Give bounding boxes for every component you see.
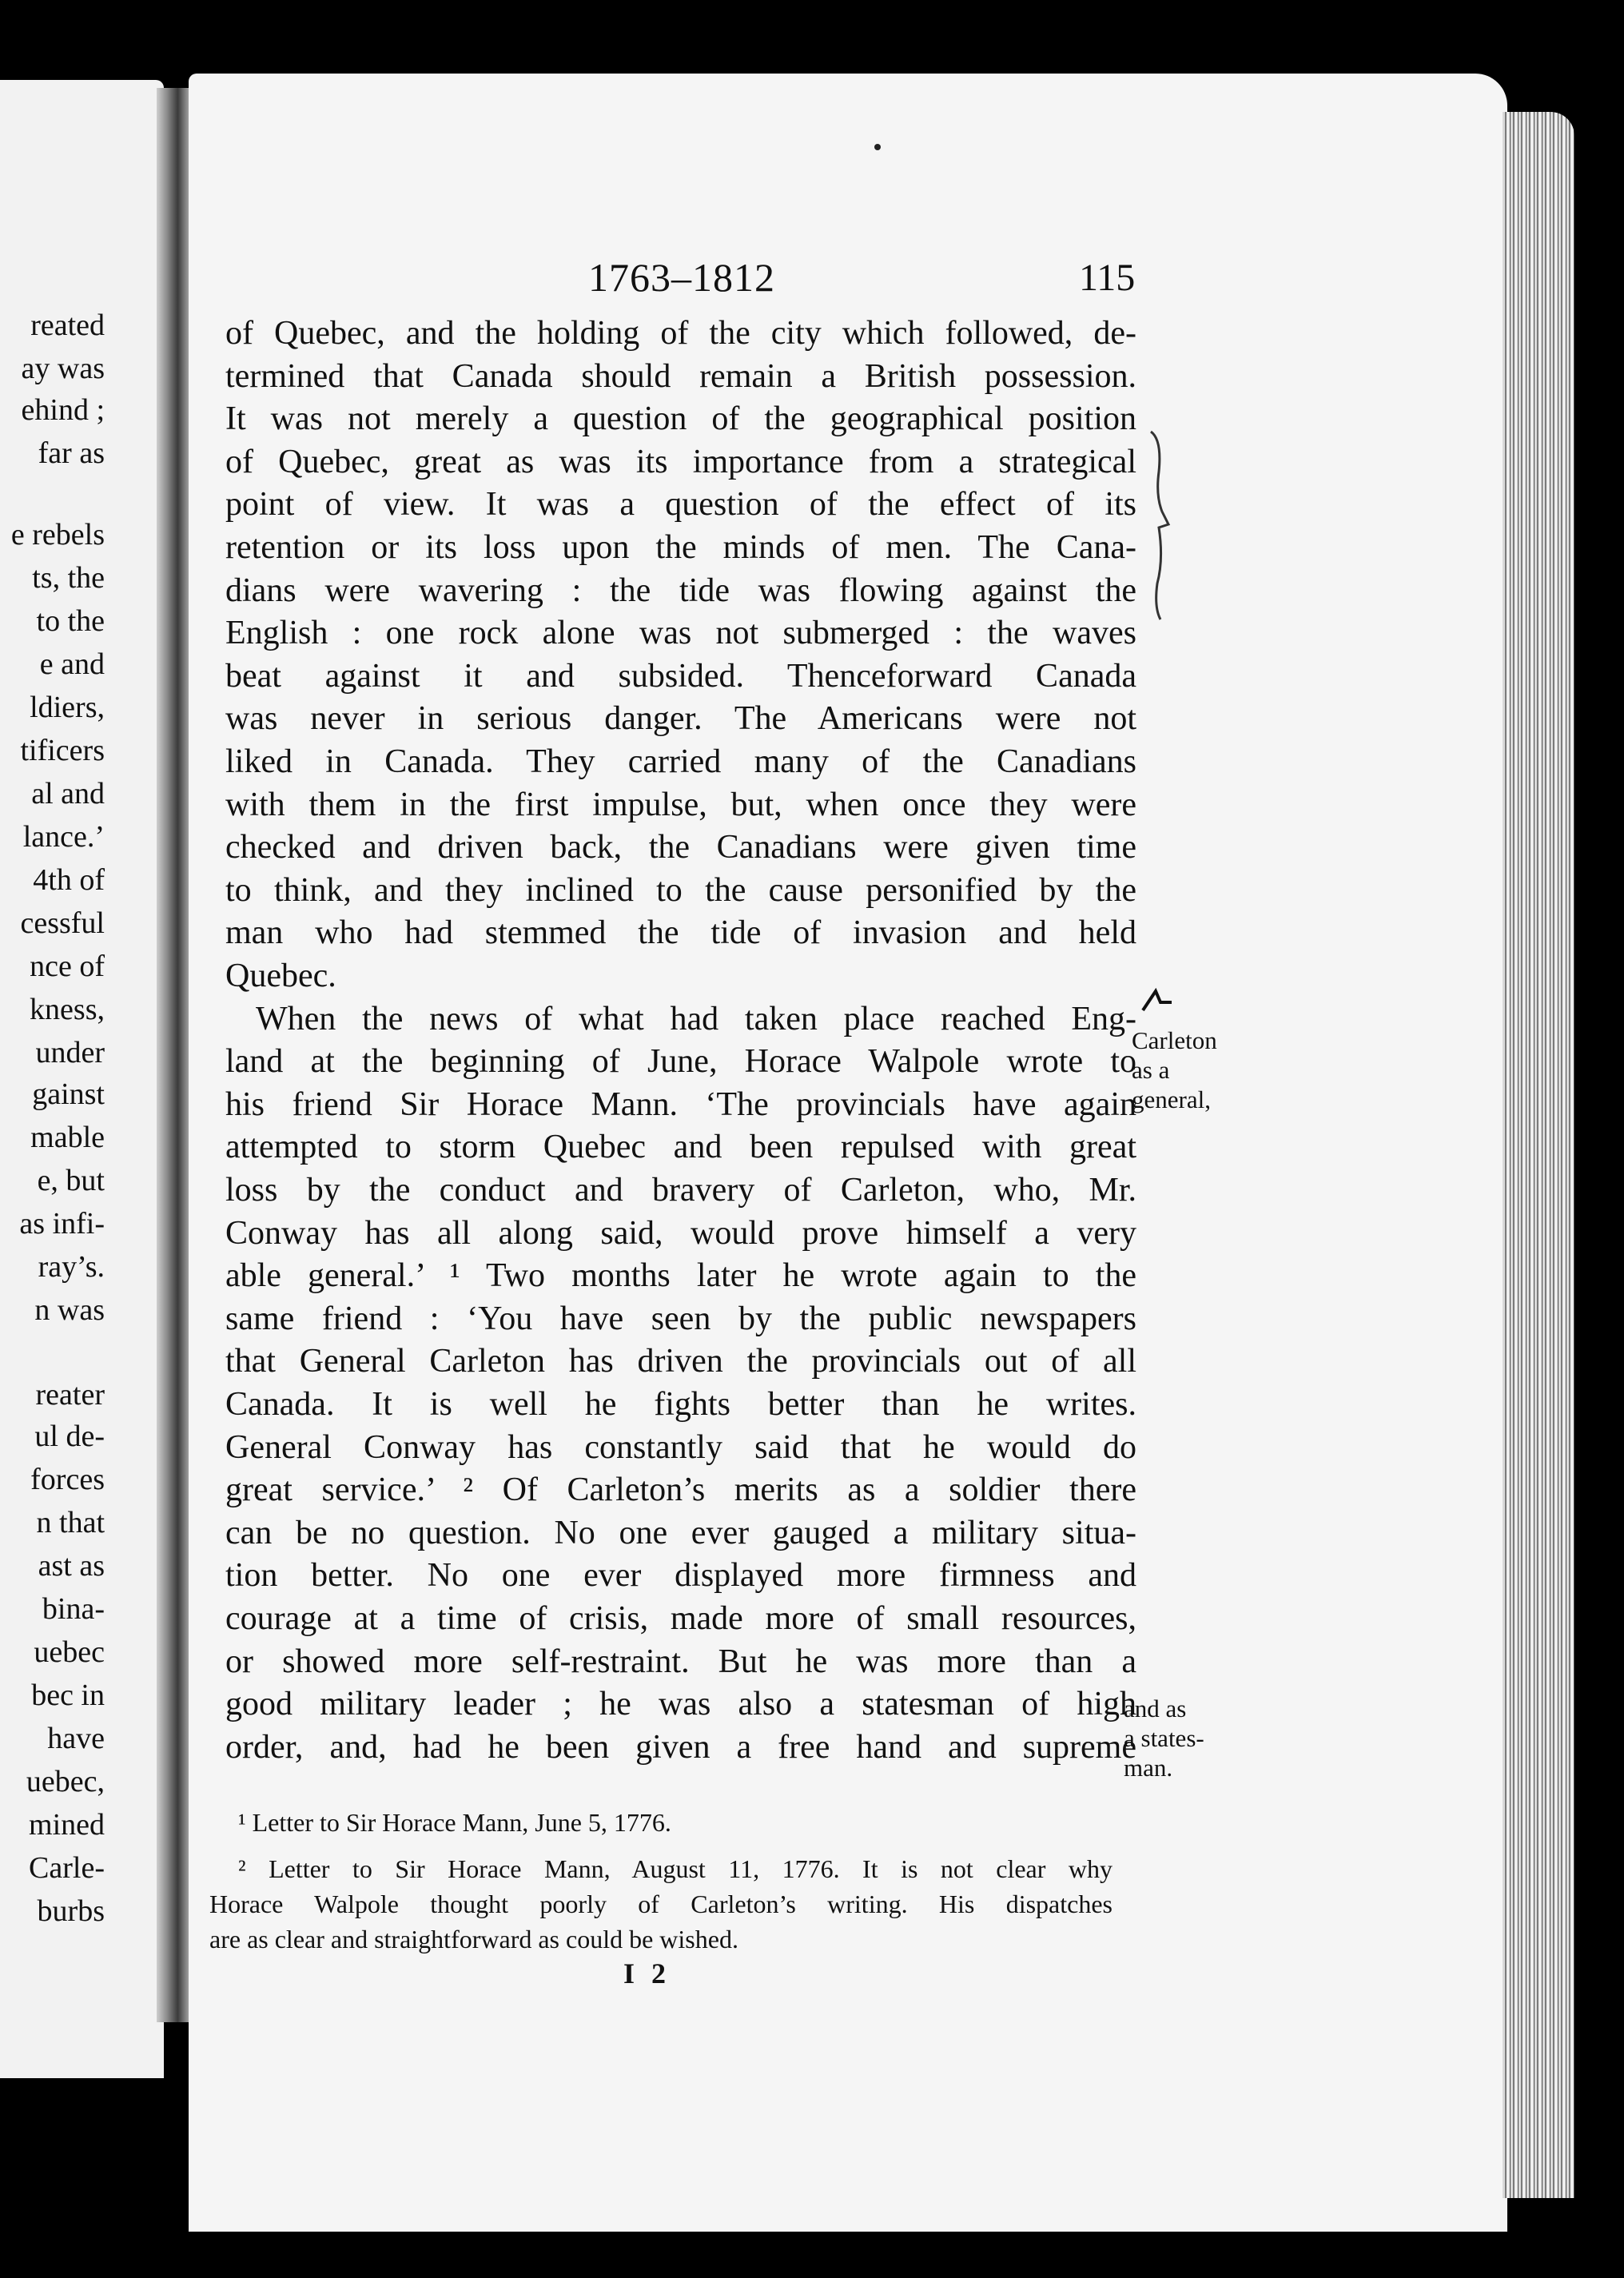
body-line: It was not merely a question of the geographical position [225, 402, 1136, 438]
left-page-line: e, but [37, 1164, 105, 1197]
ink-speck [874, 144, 881, 150]
pencil-bracket-mark [1148, 424, 1172, 623]
left-page-line: uebec [34, 1635, 105, 1669]
left-page-line: kness, [30, 993, 105, 1026]
margin-note-carleton-general [1132, 1028, 1217, 1117]
body-line: order, and, had he been given a free hand and supreme [225, 1730, 1136, 1766]
footnote-line: ¹ Letter to Sir Horace Mann, June 5, 1776. [238, 1808, 671, 1837]
body-line: great service.’ ² Of Carleton’s merits as a soldier there [225, 1473, 1136, 1509]
body-line: man who had stemmed the tide of invasion and held [225, 916, 1136, 952]
left-page-line: far as [38, 436, 105, 470]
left-page-line: reater [35, 1378, 105, 1412]
body-line: land at the beginning of June, Horace Walpole wrote to [225, 1045, 1136, 1081]
left-page-line: ts, the [32, 561, 105, 595]
body-line: same friend : ‘You have seen by the public newspapers [225, 1301, 1136, 1337]
body-line: point of view. It was a question of the effect of its [225, 488, 1136, 524]
body-line: of Quebec, great as was its importance from a strategical [225, 444, 1136, 480]
body-line: loss by the conduct and bravery of Carleton, who, Mr. [225, 1173, 1136, 1209]
left-page-line: bec in [31, 1679, 105, 1712]
body-line: Conway has all along said, would prove himself a very [225, 1216, 1136, 1252]
body-line: tion better. No one ever displayed more firmness and [225, 1559, 1136, 1595]
body-line: retention or its loss upon the minds of men. The Cana- [225, 531, 1136, 566]
left-page-line: to the [36, 604, 105, 638]
left-page-line: Carle- [29, 1851, 105, 1885]
body-line: his friend Sir Horace Mann. ‘The provincials have again [225, 1087, 1136, 1123]
left-page-line: burbs [37, 1894, 105, 1928]
left-page-line: reated [30, 309, 105, 342]
body-line: courage at a time of crisis, made more of small resources, [225, 1602, 1136, 1637]
left-page-line: e rebels [10, 518, 105, 552]
signature-mark: I 2 [623, 1957, 671, 1989]
left-page-line: ray’s. [38, 1250, 105, 1284]
left-page-line: forces [30, 1463, 105, 1496]
footnote-line: are as clear and straightforward as could be wished. [209, 1925, 738, 1953]
body-line: Canada. It is well he fights better than he writes. [225, 1388, 1136, 1423]
left-page-line: ehind ; [21, 393, 105, 427]
left-page-line: bina- [42, 1592, 105, 1626]
body-line: or showed more self-restraint. But he was more than a [225, 1644, 1136, 1680]
margin-note-line: Carleton [1132, 1026, 1217, 1054]
body-line: Quebec. [225, 958, 336, 994]
left-page-line: e and [39, 647, 105, 681]
body-line: attempted to storm Quebec and been repulsed with great [225, 1130, 1136, 1166]
body-line: can be no question. No one ever gauged a military situa- [225, 1515, 1136, 1551]
book-gutter [157, 88, 192, 2022]
left-page-line: ay was [21, 352, 105, 385]
footnote-line: Horace Walpole thought poorly of Carleton’s writing. His dispatches [209, 1891, 1113, 1918]
body-line: good military leader ; he was also a statesman of high [225, 1687, 1136, 1723]
body-line: checked and driven back, the Canadians were given time [225, 830, 1136, 866]
margin-note-line: a states- [1124, 1724, 1204, 1752]
margin-note-line: as a [1132, 1056, 1170, 1084]
left-page-line: ul de- [34, 1420, 105, 1453]
body-line: dians were wavering : the tide was flowing against the [225, 573, 1136, 609]
page-edges [1503, 112, 1574, 2198]
left-page-line: n was [34, 1293, 105, 1327]
margin-note-line: man. [1124, 1754, 1173, 1782]
body-line: liked in Canada. They carried many of the Canadians [225, 745, 1136, 780]
margin-note-line: general, [1132, 1085, 1211, 1113]
page-number: 115 [1079, 257, 1136, 299]
body-line: that General Carleton has driven the provincials out of all [225, 1344, 1136, 1380]
body-line: to think, and they inclined to the cause personified by the [225, 873, 1136, 909]
left-page-line: mined [29, 1808, 105, 1842]
margin-note-statesman [1124, 1696, 1204, 1785]
left-page-line: ast as [38, 1549, 105, 1583]
body-line: beat against it and subsided. Thenceforward Canada [225, 659, 1136, 695]
left-page-line: nce of [30, 950, 105, 983]
body-line: able general.’ ¹ Two months later he wrote again to the [225, 1259, 1136, 1295]
left-page-line: lance.’ [22, 820, 105, 854]
pencil-caret-mark [1141, 988, 1173, 1012]
left-page-line: al and [31, 777, 105, 810]
left-page-line: cessful [20, 906, 105, 940]
left-page-line: gainst [32, 1077, 105, 1111]
left-page-line: under [35, 1036, 105, 1069]
left-page-line: n that [36, 1506, 105, 1539]
left-page [0, 80, 164, 2078]
body-line: with them in the first impulse, but, when once they were [225, 787, 1136, 823]
body-line: of Quebec, and the holding of the city which followed, de- [225, 317, 1136, 352]
left-page-line: ldiers, [30, 691, 105, 724]
left-page-line: mable [30, 1121, 105, 1154]
left-page-line: 4th of [33, 863, 105, 897]
left-page-line: as infi- [19, 1207, 105, 1241]
left-page-line: tificers [20, 734, 105, 767]
footnote-line: ² Letter to Sir Horace Mann, August 11, 1776. It is not clear why [238, 1856, 1113, 1883]
running-title: 1763–1812 [588, 255, 775, 300]
left-page-line: have [47, 1722, 105, 1755]
body-line: was never in serious danger. The Americans were not [225, 702, 1136, 738]
margin-note-line: and as [1124, 1695, 1187, 1722]
body-line: When the news of what had taken place reached Eng- [256, 1002, 1136, 1037]
body-line: termined that Canada should remain a British possession. [225, 359, 1136, 395]
body-line: English : one rock alone was not submerged : the waves [225, 616, 1136, 652]
body-line: General Conway has constantly said that he would do [225, 1430, 1136, 1466]
left-page-line: uebec, [26, 1765, 105, 1798]
body-text [225, 317, 1136, 1779]
